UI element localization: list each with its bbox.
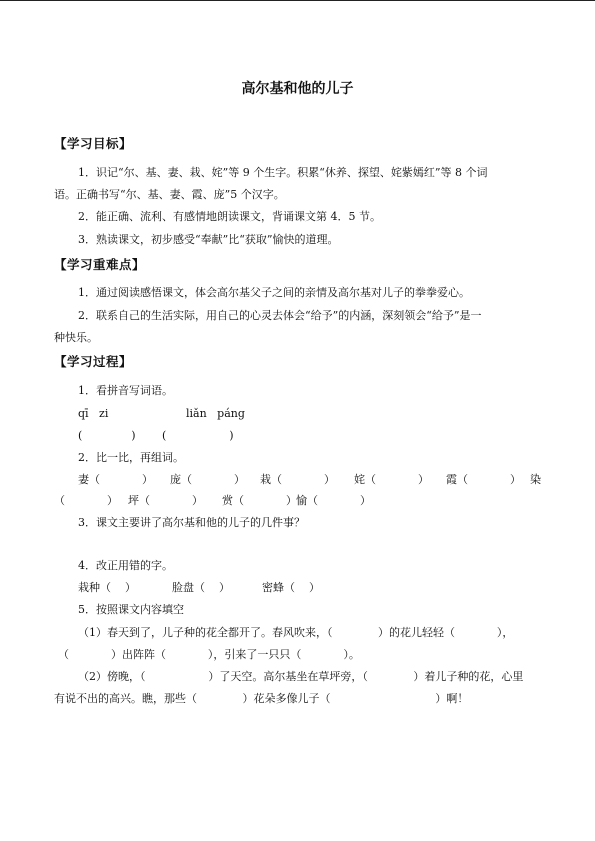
top-rule [0,0,595,1]
goal-1-line-1: 1．识记“尔、基、妻、栽、姹”等 9 个生字。积累“休养、探望、姹紫嫣红”等 8 个词 [78,166,488,179]
key-2-line-2: 种快乐。 [54,331,98,344]
compare-item[interactable]: 赏（ ） [222,494,297,507]
section-goals-heading: 【学习目标】 [54,136,133,151]
process-1: 1．看拼音写词语。 [78,384,173,397]
pinyin-lianpang: liǎn páng [186,407,245,420]
compare-item[interactable]: 姹（ ） [354,473,429,486]
process-4: 4．改正用错的字。 [78,559,173,572]
process-2: 2．比一比，再组词。 [78,451,184,464]
answer-blank-1[interactable]: ( ) [78,429,136,442]
compare-item[interactable]: 栽（ ） [260,473,335,486]
compare-item[interactable]: 妻（ ） [78,473,153,486]
compare-item[interactable]: 霞（ ） [446,473,521,486]
fill-1-line-1[interactable]: （1）春天到了，儿子种的花全都开了。春风吹来，（ ）的花儿轻轻（ ）， [78,626,514,639]
correction-item[interactable]: 密蜂（ ） [262,581,320,594]
section-key-heading: 【学习重难点】 [54,257,146,272]
goal-2: 2．能正确、流利、有感情地朗读课文，背诵课文第 4．5 节。 [78,210,381,223]
correction-item[interactable]: 脸盘（ ） [172,581,230,594]
key-1: 1．通过阅读感悟课文，体会高尔基父子之间的亲情及高尔基对儿子的拳拳爱心。 [78,286,470,299]
key-2-line-1: 2．联系自己的生活实际，用自己的心灵去体会“给予”的内涵，深刻领会“给予”是一 [78,309,482,322]
section-process-heading: 【学习过程】 [54,354,133,369]
compare-item[interactable]: 坪（ ） [128,494,203,507]
correction-item[interactable]: 栽种（ ） [78,581,136,594]
process-5: 5．按照课文内容填空 [78,603,184,616]
goal-1-line-2: 语。正确书写“尔、基、妻、霞、庞”5 个汉字。 [54,188,285,201]
fill-2-line-1[interactable]: （2）傍晚，（ ）了天空。高尔基坐在草坪旁，（ ）着儿子种的花，心里 [78,670,524,683]
goal-3: 3．熟读课文，初步感受“奉献”比“获取”愉快的道理。 [78,233,339,246]
fill-2-line-2[interactable]: 有说不出的高兴。瞧，那些（ ）花朵多像儿子（ ）啊！ [54,692,469,705]
pinyin-qizi: qī zi [78,407,109,420]
answer-blank-2[interactable]: ( ) [162,429,234,442]
compare-item[interactable]: 庞（ ） [170,473,245,486]
fill-1-line-2[interactable]: （ ）出阵阵（ ），引来了一只只（ ）。 [58,648,360,661]
compare-item[interactable]: （ ） [54,494,118,507]
compare-item: 染 [530,473,541,486]
process-3: 3．课文主要讲了高尔基和他的儿子的几件事？ [78,516,305,529]
compare-item[interactable]: 愉（ ） [296,494,371,507]
page-title: 高尔基和他的儿子 [241,81,354,97]
